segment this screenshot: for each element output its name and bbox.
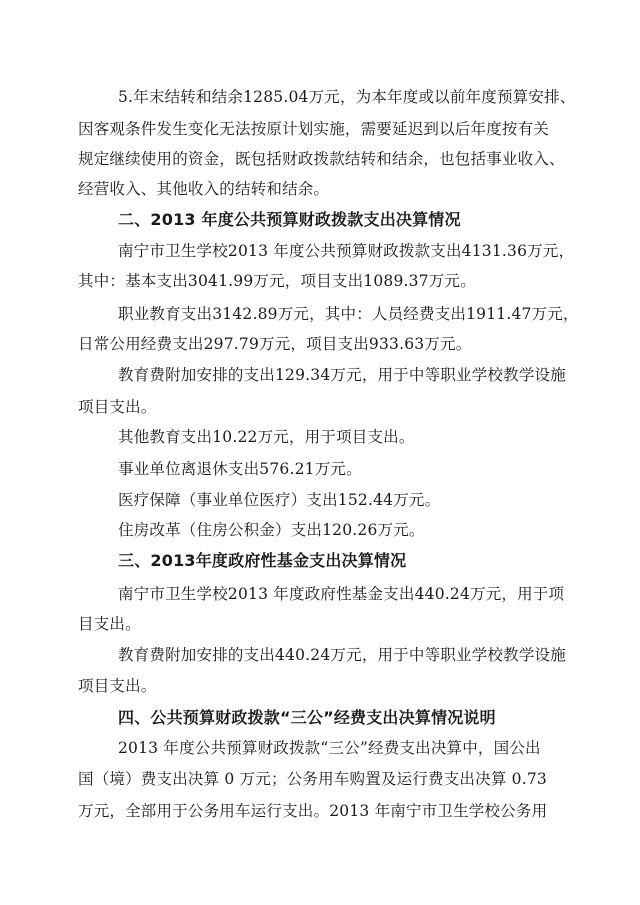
paragraph-line: 项目支出。 [78, 677, 157, 695]
paragraph-line: 教育费附加安排的支出129.34万元，用于中等职业学校教学设施 [118, 366, 566, 384]
paragraph-line: 南宁市卫生学校2013 年度公共预算财政拨款支出4131.36万元， [118, 242, 575, 260]
paragraph-line: 事业单位离退休支出576.21万元。 [118, 460, 362, 478]
section-heading: 二、2013 年度公共预算财政拨款支出决算情况 [118, 210, 461, 229]
paragraph-line: 其中：基本支出3041.99万元，项目支出1089.37万元。 [78, 272, 476, 290]
paragraph-line: 日常公用经费支出297.79万元，项目支出933.63万元。 [78, 335, 472, 353]
paragraph-line: 5.年末结转和结余1285.04万元，为本年度或以前年度预算安排、 [118, 88, 576, 106]
paragraph-line: 因客观条件发生变化无法按原计划实施，需要延迟到以后年度按有关 [78, 120, 550, 138]
paragraph-line: 2013 年度公共预算财政拨款“三公”经费支出决算中，国公出 [118, 739, 541, 757]
paragraph-line: 规定继续使用的资金，既包括财政拨款结转和结余，也包括事业收入、 [78, 150, 565, 168]
section-heading: 四、公共预算财政拨款“三公”经费支出决算情况说明 [118, 708, 496, 727]
paragraph-line: 国（境）费支出决算 0 万元；公务用车购置及运行费支出决算 0.73 [78, 770, 547, 788]
paragraph-line: 项目支出。 [78, 398, 157, 416]
paragraph-line: 目支出。 [78, 615, 141, 633]
paragraph-line: 住房改革（住房公积金）支出120.26万元。 [118, 521, 425, 539]
paragraph-line: 万元，全部用于公务用车运行支出。2013 年南宁市卫生学校公务用 [78, 802, 548, 820]
paragraph-line: 其他教育支出10.22万元，用于项目支出。 [118, 428, 415, 446]
paragraph-line: 南宁市卫生学校2013 年度政府性基金支出440.24万元，用于项 [118, 585, 565, 603]
paragraph-line: 医疗保障（事业单位医疗）支出152.44万元。 [118, 491, 441, 509]
paragraph-line: 职业教育支出3142.89万元，其中：人员经费支出1911.47万元， [118, 305, 579, 323]
paragraph-line: 教育费附加安排的支出440.24万元，用于中等职业学校教学设施 [118, 646, 566, 664]
paragraph-line: 经营收入、其他收入的结转和结余。 [78, 180, 330, 198]
section-heading: 三、2013年度政府性基金支出决算情况 [118, 551, 407, 570]
